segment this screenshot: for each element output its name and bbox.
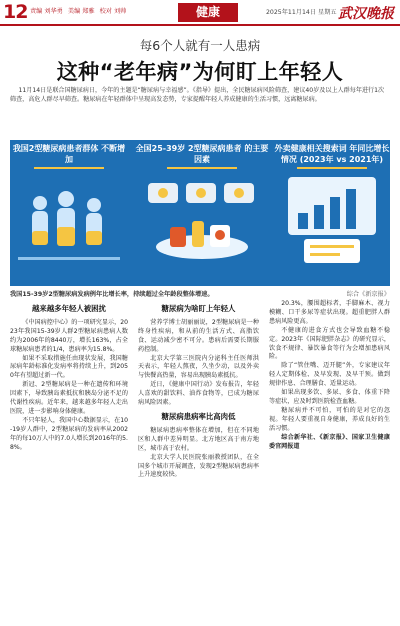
risk-factors-illustration-icon [134, 169, 270, 279]
infographic-panel-factors [134, 140, 270, 286]
subheading: 糖尿病为啥盯上年轻人 [161, 304, 236, 313]
article-headline: 这种“老年病”为何盯上年轻人 [56, 60, 344, 84]
paragraph: 糖尿病患病率整体在增加，但在不同地区和人群中差异明显。北方地区高于南方地区，城市高于农村。 [138, 426, 259, 452]
subheading: 越来越多年轻人被困扰 [32, 304, 106, 313]
page-number: 12 [3, 1, 28, 23]
search-growth-illustration-icon [274, 169, 390, 273]
paragraph: 不健康的进食方式也会导致血糖不稳定。2023年《国际肥胖杂志》的研究显示，饮食不规律、暴饮暴食等行为会增加患病风险。 [269, 326, 390, 361]
caption-source: 综合《新京报》 [346, 291, 390, 298]
paragraph: 如果出现多饮、多尿、多食、体重下降等症状，应及时到医院检查血糖。 [269, 389, 390, 405]
infographic-panel-patients [10, 140, 128, 286]
caption-text: 我国15-39岁2型糖尿病发病例年比增长率，持续超过全年龄段整体增速。 [10, 291, 214, 298]
paragraph: 糖尿病并不可怕，可怕的是对它的忽视。年轻人要重视自身健康，养成良好的生活习惯。 [269, 406, 390, 432]
editor-credit: 校对 刘帅 [99, 8, 127, 15]
editor-credits [30, 6, 126, 15]
paragraph: 《中国病控中心》的一项研究显示，2023年我国15-39岁人群2型糖尿病患病人数约为2006年的8440万，增长163%，占全球糖尿病患者的1/4，患病率为15.8%。 [10, 318, 128, 353]
paragraph: 新冠、2型糖尿病是一种在遗传和环境因素下，导致胰岛素抵抗和胰岛分泌不足的代谢性疾病。近年来，越来越多年轻人走出医院，进一步影响身体健康。 [10, 381, 128, 415]
header-rule [0, 24, 400, 26]
infographic-panel-title: 我国2型糖尿病患者群体 不断增加 [12, 144, 126, 164]
article-column-3 [269, 300, 390, 451]
paragraph: 如果不采取措施任由现状发展，我国糖尿病年龄标准化发病率将持续上升，到2050年有望超过新一代。 [10, 354, 128, 380]
paragraph: 营养学博士胡丽丽说，2型糖尿病是一种终身性疾病，和从前的生活方式、高脂饮食、运动减少密不可分。患病后需要长期服药控制。 [138, 318, 259, 353]
section-label: 健康 [178, 3, 238, 22]
article-source-signature: 综合新华社、《新京报》、国家卫生健康委官网报道 [269, 433, 390, 450]
infographic-panel-title: 全国25-39岁 2型糖尿病患者 的主要因素 [135, 144, 269, 164]
paragraph: 不只年轻人，我国中心数据显示，在10-19岁人群中，2型糖尿病的发病率从2002年的每10万人中的7.0人增长到2016年的5.8%。 [10, 416, 128, 451]
article-column-1 [10, 300, 128, 453]
issue-date: 2025年11月14日 星期五 [266, 9, 337, 16]
paragraph: 北京大学第三医院内分泌科主任医师洪天表示，年轻人熬夜，久坐少动，以及外卖与快餐高热量，容易出现胰岛素抵抗。 [138, 354, 259, 380]
article-column-2 [138, 300, 259, 480]
paragraph: 20.3%，腰围超标者，手脚麻木、视力模糊、口干多尿等症状出现。超重肥胖人群患病风险更高。 [269, 300, 390, 325]
subheading: 糖尿病患病率比高肉低 [161, 411, 236, 421]
paragraph: 北京大学人民医院张丽教授团队，在全国多个城市开展调查，发现2型糖尿病患病率上升速度较快。 [138, 453, 259, 479]
infographic-caption [10, 289, 390, 298]
masthead [0, 0, 400, 26]
paragraph: 近日，《健康中国行动》发布报告，年轻人喜欢的甜饮料、油炸食物等，已成为糖尿病风险因素。 [138, 381, 259, 407]
infographic [10, 140, 390, 286]
people-illustration-icon [10, 169, 128, 279]
infographic-panel-title: 外卖健康相关搜索词 年同比增长情况 (2023年 vs 2021年) [274, 144, 390, 164]
editor-credit: 责编 刘华勇 [30, 8, 63, 15]
editor-credit: 美编 郑雅 [67, 8, 95, 15]
infographic-panel-search-growth [274, 140, 390, 286]
article-lead: 11月14日是联合国糖尿病日，今年的主题是“糖尿病与幸福感”。《指导》提出，全民糖尿病风险筛查，建议40岁及以上人群每年进行1次筛查，高危人群尽早筛查。糖尿病在年轻群体中呈现高发态势，专家提醒年轻人养成健康的生活习惯，远离糖尿病。 [10, 87, 385, 104]
article-kicker: 每6个人就有一人患病 [139, 38, 261, 53]
newspaper-logo: 武汉晚报 [338, 6, 394, 22]
paragraph: 除了“管住嘴、迈开腿”外，专家建议年轻人定期体检、及早发现、及早干预。做到规律作息、合理膳食、适量运动。 [269, 362, 390, 388]
